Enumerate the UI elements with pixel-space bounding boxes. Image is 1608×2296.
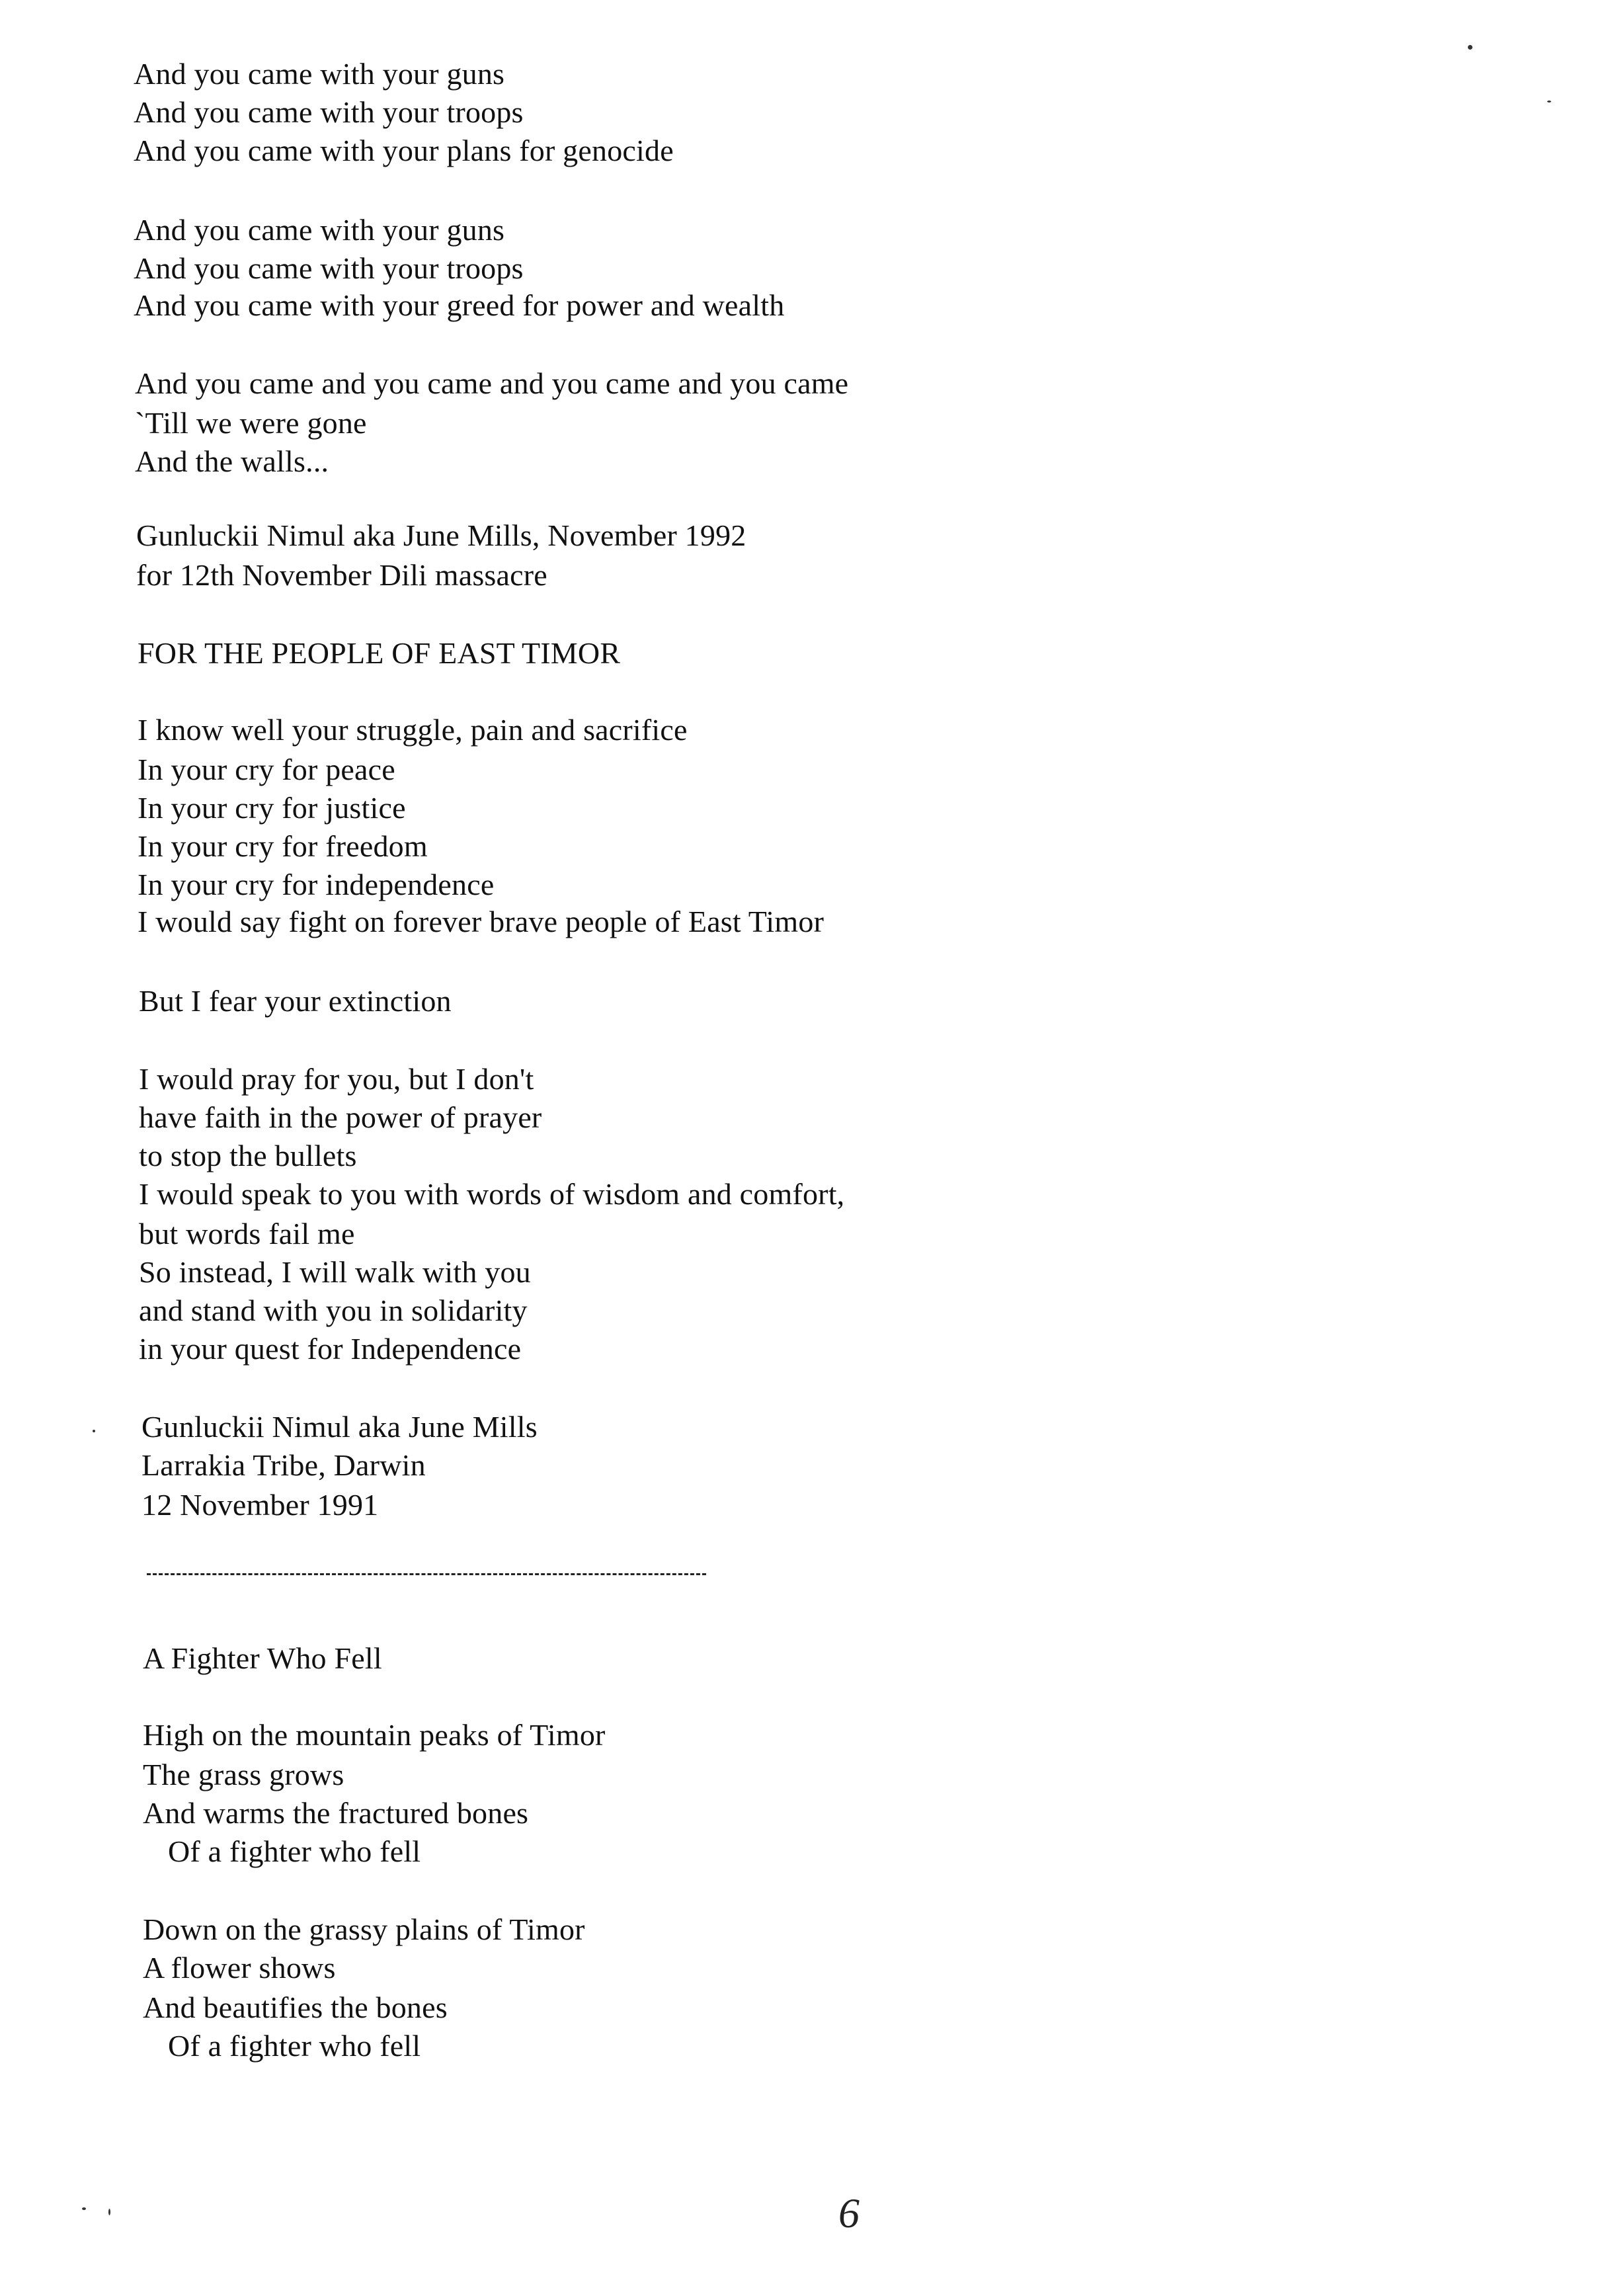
poem3-line-4: Of a fighter who fell — [168, 1834, 421, 1868]
scan-speck — [82, 2207, 86, 2210]
poem1-attribution-2: for 12th November Dili massacre — [136, 558, 547, 592]
poem2-attribution-2: Larrakia Tribe, Darwin — [141, 1448, 426, 1482]
poem1-line-4: And you came with your guns — [134, 213, 505, 247]
poem1-line-1: And you came with your guns — [134, 57, 505, 91]
poem1-line-7: And you came and you came and you came and you came — [135, 366, 849, 400]
poem2-line-14: and stand with you in solidarity — [139, 1293, 528, 1327]
poem2-line-11: I would speak to you with words of wisdom and comfort, — [139, 1177, 845, 1211]
poem3-line-7: And beautifies the bones — [143, 1990, 448, 2024]
poem3-line-1: High on the mountain peaks of Timor — [143, 1718, 606, 1752]
poem2-line-2: In your cry for peace — [138, 753, 395, 786]
poem2-line-10: to stop the bullets — [139, 1139, 357, 1172]
poem3-line-5: Down on the grassy plains of Timor — [143, 1912, 585, 1946]
section-divider — [147, 1573, 706, 1575]
poem2-line-13: So instead, I will walk with you — [139, 1255, 531, 1289]
scan-speck — [93, 1430, 95, 1432]
poem1-line-6: And you came with your greed for power and wealth — [134, 288, 785, 322]
poem2-line-9: have faith in the power of prayer — [139, 1100, 542, 1134]
poem2-attribution-1: Gunluckii Nimul aka June Mills — [141, 1410, 538, 1444]
scan-speck — [108, 2209, 110, 2215]
poem2-line-12: but words fail me — [139, 1217, 355, 1250]
scan-speck — [1468, 45, 1472, 50]
poem2-line-1: I know well your struggle, pain and sacrifice — [138, 713, 688, 747]
poem1-line-5: And you came with your troops — [134, 251, 524, 285]
poem3-line-6: A flower shows — [143, 1951, 336, 1985]
poem1-line-9: And the walls... — [135, 444, 329, 478]
poem3-line-3: And warms the fractured bones — [143, 1796, 529, 1830]
poem2-line-15: in your quest for Independence — [139, 1332, 522, 1366]
poem2-line-6: I would say fight on forever brave people of East Timor — [138, 905, 824, 938]
poem1-line-8: `Till we were gone — [135, 406, 367, 440]
poem1-line-3: And you came with your plans for genocide — [134, 134, 674, 167]
poem3-title: A Fighter Who Fell — [143, 1641, 382, 1675]
poem3-line-8: Of a fighter who fell — [168, 2029, 421, 2063]
poem2-line-7: But I fear your extinction — [139, 984, 452, 1018]
poem2-attribution-3: 12 November 1991 — [141, 1488, 379, 1522]
scan-speck — [1547, 101, 1551, 102]
poem2-line-5: In your cry for independence — [138, 868, 495, 901]
poem2-line-4: In your cry for freedom — [138, 829, 428, 863]
poem2-title: FOR THE PEOPLE OF EAST TIMOR — [138, 636, 621, 670]
poem2-line-3: In your cry for justice — [138, 791, 406, 825]
poem2-line-8: I would pray for you, but I don't — [139, 1062, 534, 1096]
handwritten-page-number: 6 — [838, 2190, 860, 2236]
poem1-line-2: And you came with your troops — [134, 95, 524, 129]
poem3-line-2: The grass grows — [143, 1758, 344, 1791]
poem1-attribution-1: Gunluckii Nimul aka June Mills, November 1992 — [136, 518, 746, 552]
